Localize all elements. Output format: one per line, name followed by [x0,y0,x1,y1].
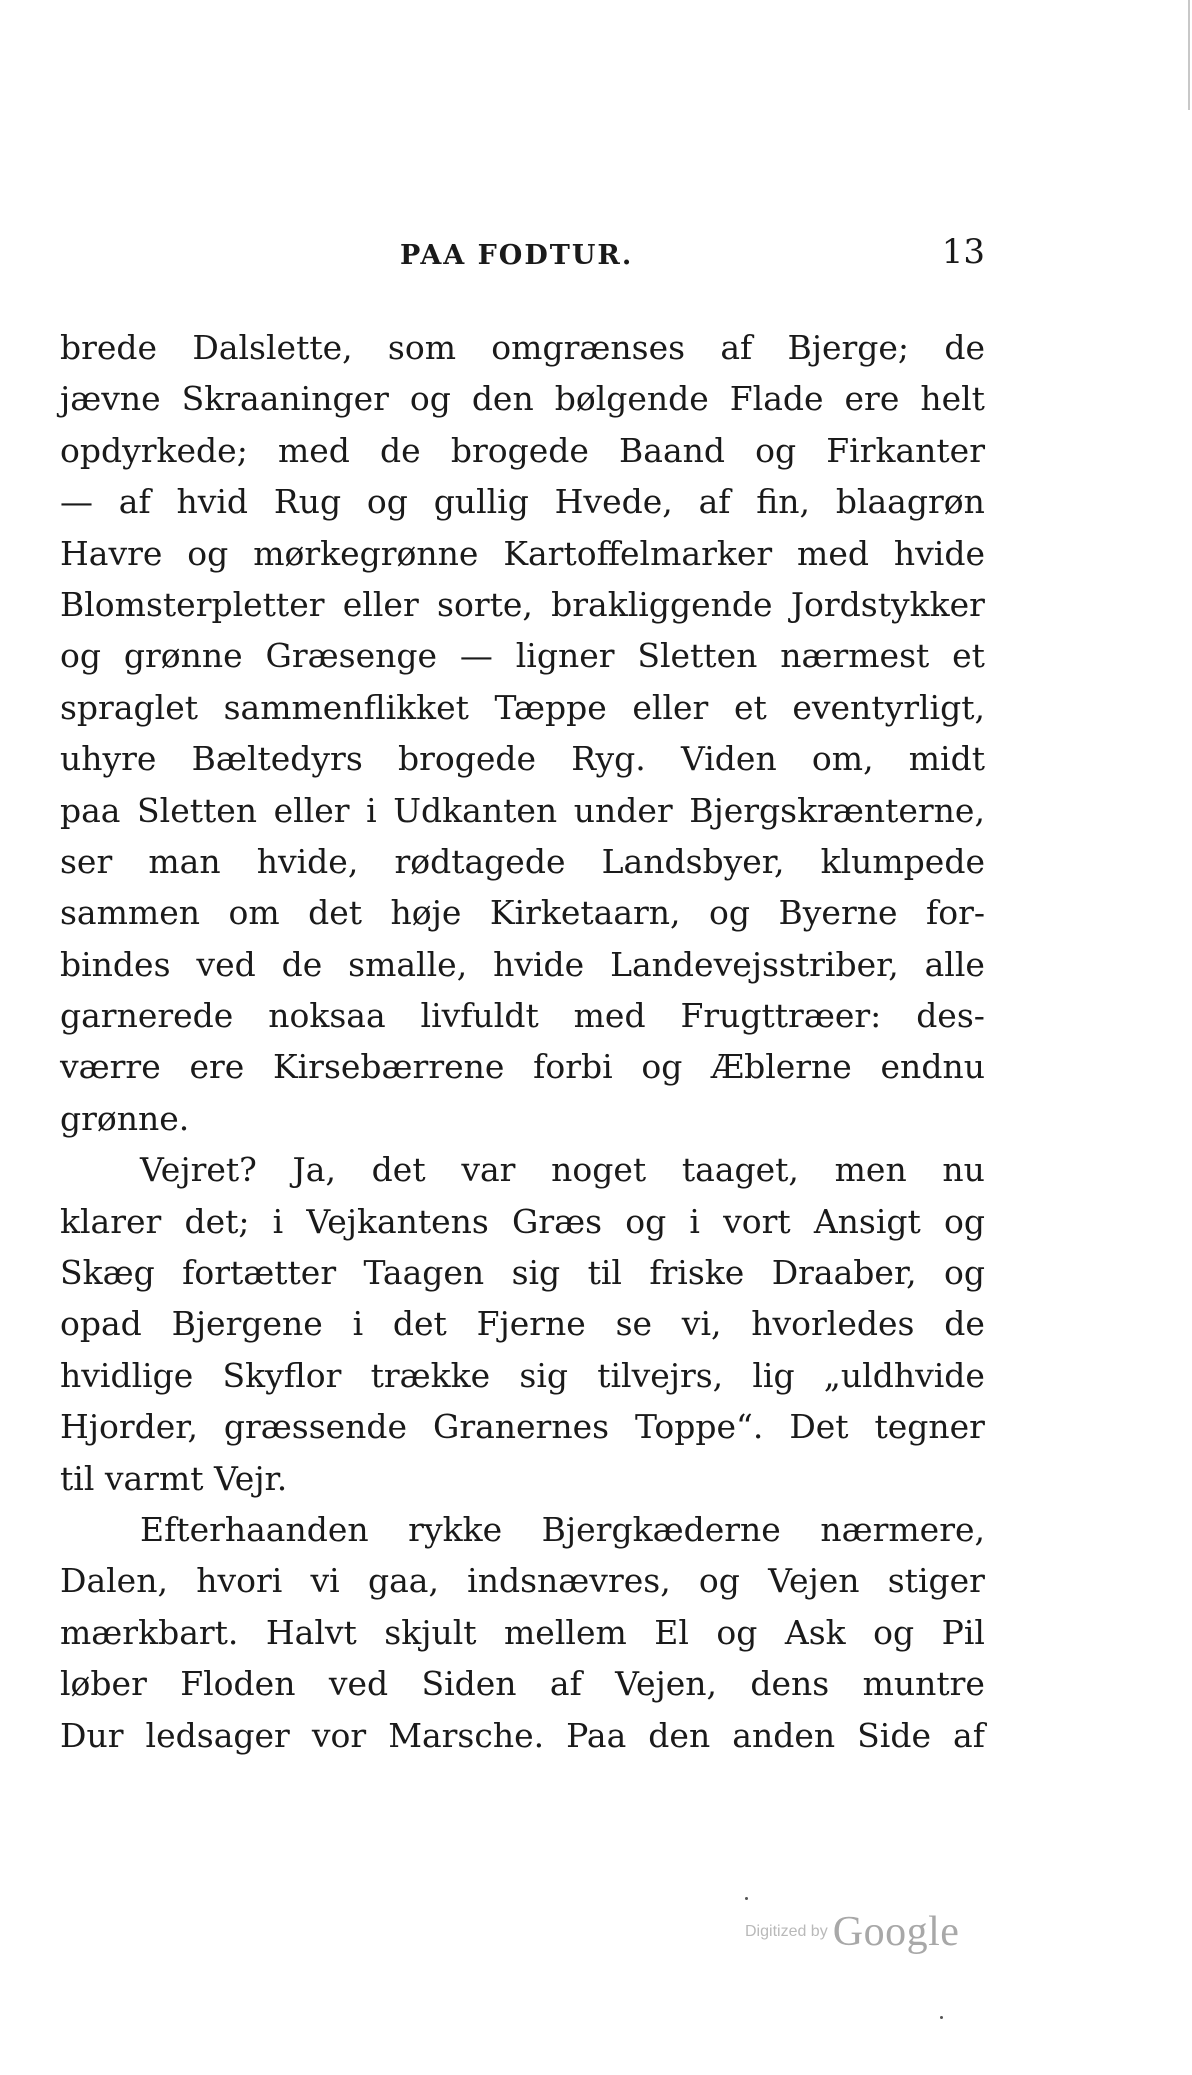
word: Ja, [292,1150,336,1190]
text-line [60,1710,985,1761]
word: vort [723,1201,791,1241]
word: eventyrligt, [792,687,985,727]
word: Ask [784,1612,846,1652]
text-line [60,528,985,579]
word: men [834,1150,907,1190]
word: grønne [123,636,243,676]
page-edge-rule [1188,0,1190,110]
word: vi, [681,1304,722,1344]
word: Æblerne [711,1047,852,1087]
text-line [60,836,985,887]
word: livfuldt [420,996,539,1036]
word: brede [60,328,158,367]
word: og [366,482,408,522]
word: uhyre [60,739,157,779]
word: Toppe“. [634,1407,764,1447]
text-line [60,322,985,373]
digitized-label: Digitized by [745,1923,828,1940]
word: spraglet [60,687,198,727]
text-line [60,939,985,990]
word: Det [789,1407,849,1447]
word: Sletten [137,790,258,830]
word: Ryg. [571,739,646,779]
word: de [944,328,985,367]
text-line [60,887,985,938]
word: Udkanten [393,790,558,830]
word: værre [60,1047,161,1087]
word: fortætter [182,1253,337,1293]
word: hvide [493,944,585,984]
word: Skyflor [222,1355,342,1395]
word: forbi [533,1047,613,1087]
word: og [60,636,101,676]
word: Kirketaarn, [489,893,681,933]
word: mellem [504,1612,627,1652]
page-number: 13 [941,232,985,272]
word: om [228,893,280,933]
scan-speck [940,2016,943,2019]
word: stiger [887,1561,985,1601]
word: var [461,1150,516,1190]
word: endnu [880,1047,985,1087]
word: og [187,533,229,573]
word: eller [342,584,419,624]
word: ved [328,1664,389,1704]
word: rødtagede [394,841,566,881]
word: nærmest [780,636,930,676]
word: Dur [60,1715,124,1755]
word: eller [632,687,709,727]
running-head: PAA FODTUR. [400,240,634,271]
word: taaget, [681,1150,799,1190]
word: sig [511,1253,561,1293]
digitized-by-google-watermark [745,1908,959,1968]
word: mærkbart. [60,1612,239,1652]
word: brogede [450,430,589,470]
text-line [60,1144,985,1195]
word: brakliggende [551,584,773,624]
word: bindes [60,944,171,984]
word: El [654,1612,689,1652]
word: sammenflikket [223,687,469,727]
word: den [471,379,534,419]
word: om, [811,739,874,779]
word: Side [857,1715,931,1755]
word: opdyrkede; [60,430,248,470]
word: „uldhvide [823,1355,985,1395]
word: midt [908,739,985,779]
word: Vejen [768,1561,860,1601]
word: Hvede, [554,482,673,522]
word: lig [752,1355,795,1395]
word: ere [189,1047,245,1087]
word: ligner [515,636,615,676]
word: ser [60,841,113,881]
word: muntre [862,1664,985,1704]
word: smalle, [348,944,468,984]
word: eller [273,790,350,830]
word: fin, [756,482,811,522]
word: bølgende [554,379,709,419]
word: Landsbyer, [601,841,785,881]
word: indsnævres, [467,1561,671,1601]
text-line [60,1298,985,1349]
word: hvorledes [751,1304,915,1344]
word: ere [844,379,900,419]
word: Kirsebærrene [272,1047,505,1087]
word: af [118,482,151,522]
text-line: til varmt Vejr. [60,1458,288,1498]
word: garnerede [60,996,234,1036]
text-line [60,1041,985,1092]
word: Granernes [432,1407,610,1447]
word: klumpede [820,841,985,881]
word: Dalen, [60,1561,168,1601]
word: nærmere, [820,1509,985,1549]
word: anden [732,1715,836,1755]
word: hvide, [256,841,359,881]
word: trække [370,1355,491,1395]
word: et [733,687,767,727]
word: ved [196,944,256,984]
text-line [60,1504,985,1555]
word: paa [60,790,121,830]
word: de [380,430,421,470]
word: Rug [273,482,342,522]
word: blaagrøn [835,482,985,522]
word: hvidlige [60,1355,194,1395]
word: Vejen, [615,1664,717,1704]
word: Marsche. [388,1715,545,1755]
word: og [709,893,751,933]
word: jævne [60,379,161,419]
word: se [615,1304,653,1344]
word: rykke [408,1509,503,1549]
word: alle [924,944,985,984]
text-line [60,682,985,733]
word: og [716,1612,758,1652]
word: mørkegrønne [253,533,479,573]
word: det [392,1304,447,1344]
word: hvide [893,533,985,573]
word: omgrænses [491,328,686,367]
text-line [60,1350,985,1401]
word: Baand [619,430,726,470]
word: af [698,482,731,522]
word: nu [942,1150,985,1190]
word: sammen [60,893,200,933]
text-line [60,579,985,630]
word: under [573,790,673,830]
word: sig [519,1355,569,1395]
word: det [371,1150,426,1190]
word: Draaber, [771,1253,917,1293]
word: Paa [566,1715,627,1755]
word: Tæppe [494,687,607,727]
word: Firkanter [826,430,985,470]
word: i [366,790,377,830]
word: med [277,430,350,470]
text-line [60,1658,985,1709]
text-line [60,785,985,836]
word: og [873,1612,915,1652]
word: og [625,1201,667,1241]
page-header [60,232,985,282]
word: løber [60,1664,147,1704]
word: des- [916,996,985,1036]
word: vi [310,1561,340,1601]
word: som [387,328,457,367]
text-line [60,990,985,1041]
word: Byerne [778,893,898,933]
word: høje [390,893,462,933]
word: af [720,328,753,367]
word: Pil [941,1612,985,1652]
text-line [60,1196,985,1247]
word: Vejret? [140,1150,257,1190]
word: skjult [384,1612,477,1652]
word: noget [551,1150,647,1190]
text-line [60,1247,985,1298]
word: Blomsterpletter [60,584,325,624]
word: det; [184,1201,250,1241]
word: og [755,430,797,470]
word: friske [649,1253,745,1293]
word: — [60,482,93,522]
word: Halvt [265,1612,357,1652]
word: Floden [180,1664,296,1704]
word: af [953,1715,985,1755]
word: Taagen [363,1253,485,1293]
word: Græs [512,1201,603,1241]
word: Kartoffelmarker [503,533,773,573]
word: med [573,996,646,1036]
text-line [60,733,985,784]
scan-speck [745,1897,748,1900]
word: Bjergskrænterne, [689,790,985,830]
word: i [352,1304,364,1344]
word: hvid [176,482,249,522]
word: Skæg [60,1253,155,1293]
word: med [797,533,869,573]
word: Bæltedyrs [191,739,363,779]
word: det [308,893,363,933]
word: Hjorder, [60,1407,198,1447]
word: Viden [680,739,777,779]
word: de [281,944,323,984]
word: Græsenge [265,636,438,676]
word: af [549,1664,582,1704]
word: opad [60,1304,142,1344]
word: Bjerge; [787,328,910,367]
body-text [60,322,985,1761]
word: Fjerne [476,1304,586,1344]
word: dens [750,1664,830,1704]
word: og [943,1253,985,1293]
word: Vejkantens [306,1201,489,1241]
word: Bjergene [171,1304,323,1344]
word: helt [920,379,985,419]
word: tilvejrs, [597,1355,724,1395]
word: — [459,636,493,676]
word: og [943,1201,985,1241]
text-line [60,1555,985,1606]
word: græssende [223,1407,408,1447]
word: vor [311,1715,367,1755]
word: i [272,1201,284,1241]
word: brogede [397,739,537,779]
word: i [689,1201,700,1241]
text-line [60,425,985,476]
text-line [60,1401,985,1452]
word: og [409,379,451,419]
word: for- [925,893,985,933]
text-line [60,476,985,527]
word: den [648,1715,711,1755]
word: Sletten [637,636,758,676]
word: til [587,1253,622,1293]
google-wordmark: Google [832,1909,960,1955]
word: Flade [729,379,824,419]
text-line: grønne. [60,1098,190,1138]
word: noksaa [268,996,386,1036]
word: Frugttræer: [680,996,882,1036]
word: Siden [421,1664,517,1704]
word: sorte, [437,584,533,624]
word: de [944,1304,985,1344]
word: tegner [874,1407,985,1447]
word: et [952,636,985,676]
word: Jordstykker [790,584,985,624]
word: Landevejsstriber, [610,944,899,984]
text-line [60,373,985,424]
word: ledsager [145,1715,290,1755]
word: klarer [60,1201,162,1241]
word: Ansigt [813,1201,921,1241]
word: gaa, [367,1561,439,1601]
word: og [698,1561,740,1601]
word: man [148,841,221,881]
word: hvori [196,1561,283,1601]
word: Skraaninger [181,379,389,419]
word: Havre [60,533,163,573]
text-line [60,1607,985,1658]
word: Efterhaanden [140,1509,369,1549]
word: Bjergkæderne [541,1509,781,1549]
text-line [60,630,985,681]
word: og [641,1047,683,1087]
word: gullig [433,482,529,522]
word: Dalslette, [192,328,353,367]
